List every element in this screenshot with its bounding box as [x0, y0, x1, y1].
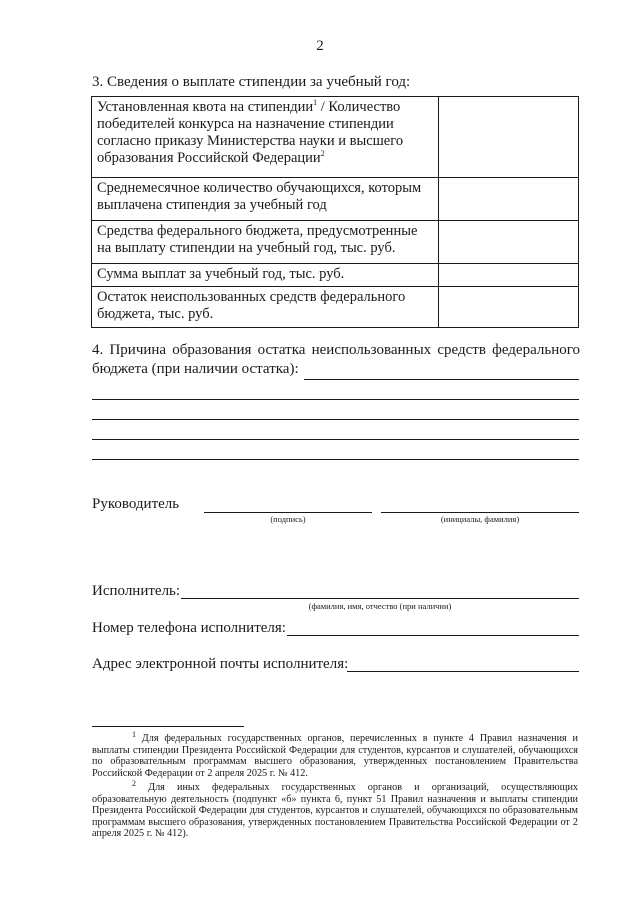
row-label-remainder: Остаток неиспользованных средств федерального бюджета, тыс. руб. — [92, 287, 439, 328]
footnote-1 — [92, 729, 578, 779]
table-row — [92, 221, 579, 264]
footnote-text: Для иных федеральных государственных органов и организаций, осуществляющих образовательную деятельность (подпункт «б» пункта 6, пункт 51 Правил назначения и выплаты стипендии Президента Российской Федерации для студентов, курсантов и слушателей, обучающихся по образовательным программам высшего образования, утвержденных постановлением Правительства Российской Федерации от 2 апреля 2025 г. № 412). — [92, 782, 578, 840]
head-name-line[interactable] — [381, 512, 579, 513]
scholarship-payout-table — [91, 96, 579, 328]
table-row — [92, 97, 579, 178]
table-row — [92, 178, 579, 221]
phone-line[interactable] — [287, 635, 579, 636]
section-4-title: 4. Причина образования остатка неиспользованных средств федерального бюджета (при наличии остатка): — [92, 342, 580, 377]
reason-line-4[interactable] — [92, 439, 579, 440]
footnote-mark: 1 — [132, 729, 136, 739]
row-value-quota[interactable] — [438, 97, 578, 178]
signature-caption: (подпись) — [270, 514, 306, 524]
reason-line-3[interactable] — [92, 419, 579, 420]
row-label-text: Установленная квота на стипендии — [97, 99, 314, 115]
row-label-payments: Сумма выплат за учебный год, тыс. руб. — [92, 264, 439, 287]
row-label-quota — [92, 97, 439, 178]
row-label-budget: Средства федерального бюджета, предусмотренные на выплату стипендии на учебный год, тыс. руб. — [92, 221, 439, 264]
executor-caption: (фамилия, имя, отчество (при наличии) — [308, 601, 452, 611]
row-value-payments[interactable] — [438, 264, 578, 287]
name-caption: (инициалы, фамилия) — [440, 514, 520, 524]
reason-line-5[interactable] — [92, 459, 579, 460]
footnote-text: Для федеральных государственных органов, перечисленных в пункте 4 Правил назначения и выплаты стипендии Президента Российской Федерации для студентов, курсантов и слушателей, обучающихся по образовательным программам высшего образования, утвержденных постановлением Правительства Российской Федерации от 2 апреля 2025 г. № 412. — [92, 733, 578, 779]
email-label: Адрес электронной почты исполнителя: — [92, 656, 349, 672]
footnote-2 — [92, 778, 578, 840]
head-signature-line[interactable] — [204, 512, 372, 513]
row-label-avg-students: Среднемесячное количество обучающихся, которым выплачена стипендия за учебный год — [92, 178, 439, 221]
section-3-title: 3. Сведения о выплате стипендии за учебный год: — [92, 74, 411, 90]
footnote-separator — [92, 726, 244, 727]
row-value-avg-students[interactable] — [438, 178, 578, 221]
footnote-ref: 2 — [320, 149, 325, 159]
head-label: Руководитель — [92, 496, 180, 512]
reason-line-2[interactable] — [92, 399, 579, 400]
email-line[interactable] — [347, 671, 579, 672]
page-number: 2 — [316, 38, 324, 54]
executor-label: Исполнитель: — [92, 583, 181, 599]
reason-line-1[interactable] — [304, 379, 579, 380]
row-value-remainder[interactable] — [438, 287, 578, 328]
table-row — [92, 287, 579, 328]
row-label-text: / Количество победителей конкурса на назначение стипендии согласно приказу Министерства науки и высшего образования Российской Федерации — [97, 99, 404, 166]
table-row — [92, 264, 579, 287]
executor-line[interactable] — [181, 598, 579, 599]
phone-label: Номер телефона исполнителя: — [92, 620, 286, 636]
footnote-ref: 1 — [313, 98, 318, 108]
footnote-mark: 2 — [132, 778, 136, 788]
row-value-budget[interactable] — [438, 221, 578, 264]
